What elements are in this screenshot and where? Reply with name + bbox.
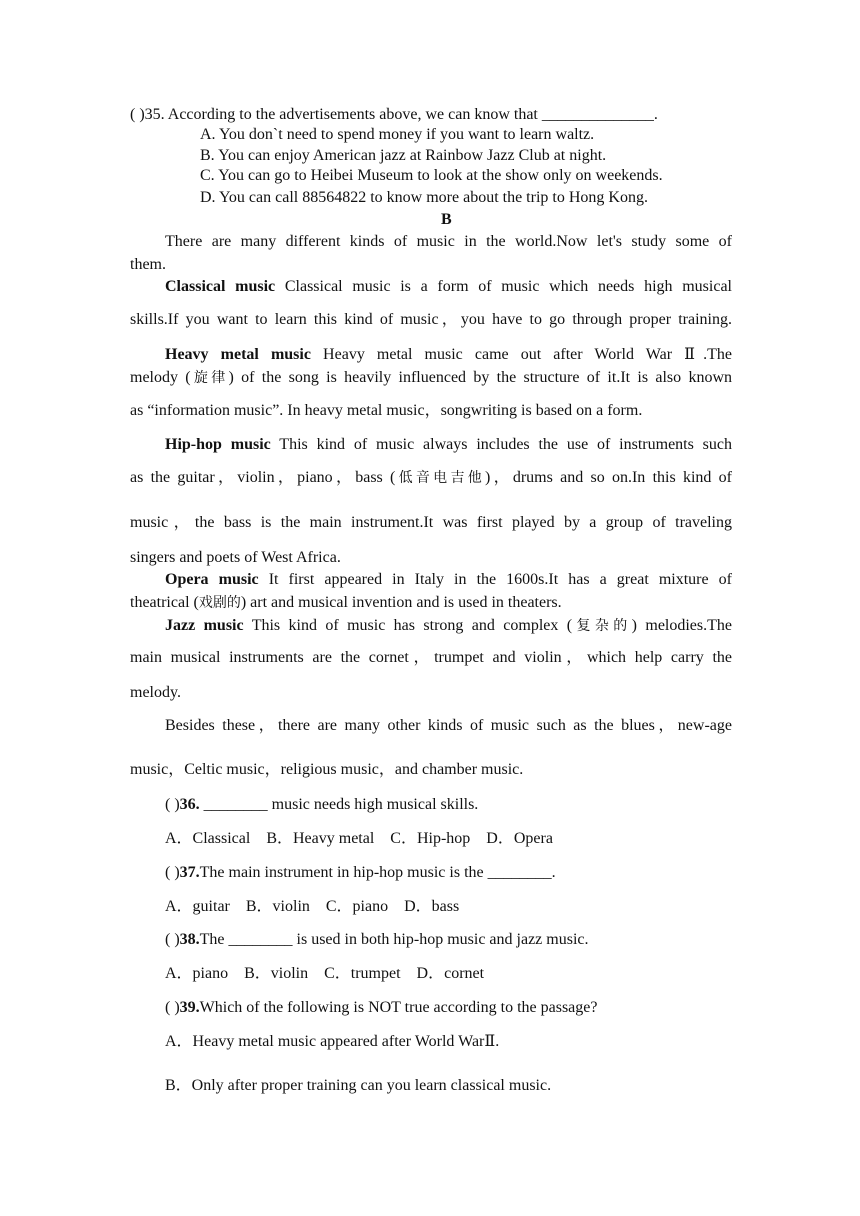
q35-option-d: D. You can call 88564822 to know more about the trip to Hong Kong.	[200, 189, 648, 206]
q37-options: A．guitar B．violin C．piano D．bass	[165, 898, 460, 915]
hiphop-line-4: singers and poets of West Africa.	[130, 549, 341, 566]
q39-stem: ( )39.Which of the following is NOT true according to the passage?	[165, 999, 598, 1016]
opera-line-1: Opera music It first appeared in Italy in the 1600s.It has a great mixture of	[165, 571, 733, 588]
heavy-metal-line-3: as “information music”. In heavy metal music，songwriting is based on a form.	[130, 402, 643, 419]
besides-line-1: Besides these，there are many other kinds of music such as the blues，new-age	[165, 717, 732, 734]
heavy-metal-title: Heavy metal music	[165, 346, 311, 363]
hiphop-line-1: Hip-hop music This kind of music always includes the use of instruments such	[165, 436, 732, 453]
classical-paragraph-line-2: skills.If you want to learn this kind of music，you have to go through proper training.	[130, 311, 732, 328]
opera-title: Opera music	[165, 571, 259, 588]
q35-option-c: C. You can go to Heibei Museum to look at the show only on weekends.	[200, 167, 663, 184]
q36-stem: ( )36. ________ music needs high musical skills.	[165, 796, 479, 813]
q39-option-a: A．Heavy metal music appeared after World WarⅡ.	[165, 1033, 500, 1050]
hiphop-line-3: music，the bass is the main instrument.It was first played by a group of traveling	[130, 514, 732, 531]
besides-line-2: music，Celtic music，religious music，and chamber music.	[130, 761, 524, 778]
intro-line-2: them.	[130, 256, 166, 273]
intro-line-1: There are many different kinds of music in the world.Now let's study some of	[165, 233, 732, 250]
hiphop-title: Hip-hop music	[165, 436, 271, 453]
jazz-line-1: Jazz music This kind of music has strong and complex (复杂的) melodies.The	[165, 617, 733, 634]
classical-title: Classical music	[165, 278, 276, 295]
classical-paragraph-line-1: Classical music Classical music is a form of music which needs high musical	[165, 278, 732, 295]
q37-stem: ( )37.The main instrument in hip-hop music is the ________.	[165, 864, 556, 881]
q39-option-b: B．Only after proper training can you learn classical music.	[165, 1077, 552, 1094]
heavy-metal-line-2: melody (旋律) of the song is heavily influenced by the structure of it.It is also known	[130, 369, 732, 386]
q35-option-a: A. You don`t need to spend money if you want to learn waltz.	[200, 126, 595, 143]
q38-options: A．piano B．violin C．trumpet D．cornet	[165, 965, 485, 982]
opera-line-2: theatrical (戏剧的) art and musical invention and is used in theaters.	[130, 594, 562, 611]
q35-option-b: B. You can enjoy American jazz at Rainbow Jazz Club at night.	[200, 147, 607, 164]
hiphop-line-2: as the guitar，violin，piano，bass (低音电吉他)，drums and so on.In this kind of	[130, 469, 732, 486]
q38-stem: ( )38.The ________ is used in both hip-hop music and jazz music.	[165, 931, 589, 948]
jazz-line-2: main musical instruments are the cornet，trumpet and violin，which help carry the	[130, 649, 733, 666]
q36-options: A．Classical B．Heavy metal C．Hip-hop D．Opera	[165, 830, 553, 847]
section-heading: B	[441, 211, 452, 228]
heavy-metal-line-1: Heavy metal music Heavy metal music came out after World War Ⅱ.The	[165, 346, 732, 363]
jazz-line-3: melody.	[130, 684, 181, 701]
jazz-title: Jazz music	[165, 617, 244, 634]
q35-stem: ( )35. According to the advertisements above, we can know that ______________.	[130, 106, 658, 123]
